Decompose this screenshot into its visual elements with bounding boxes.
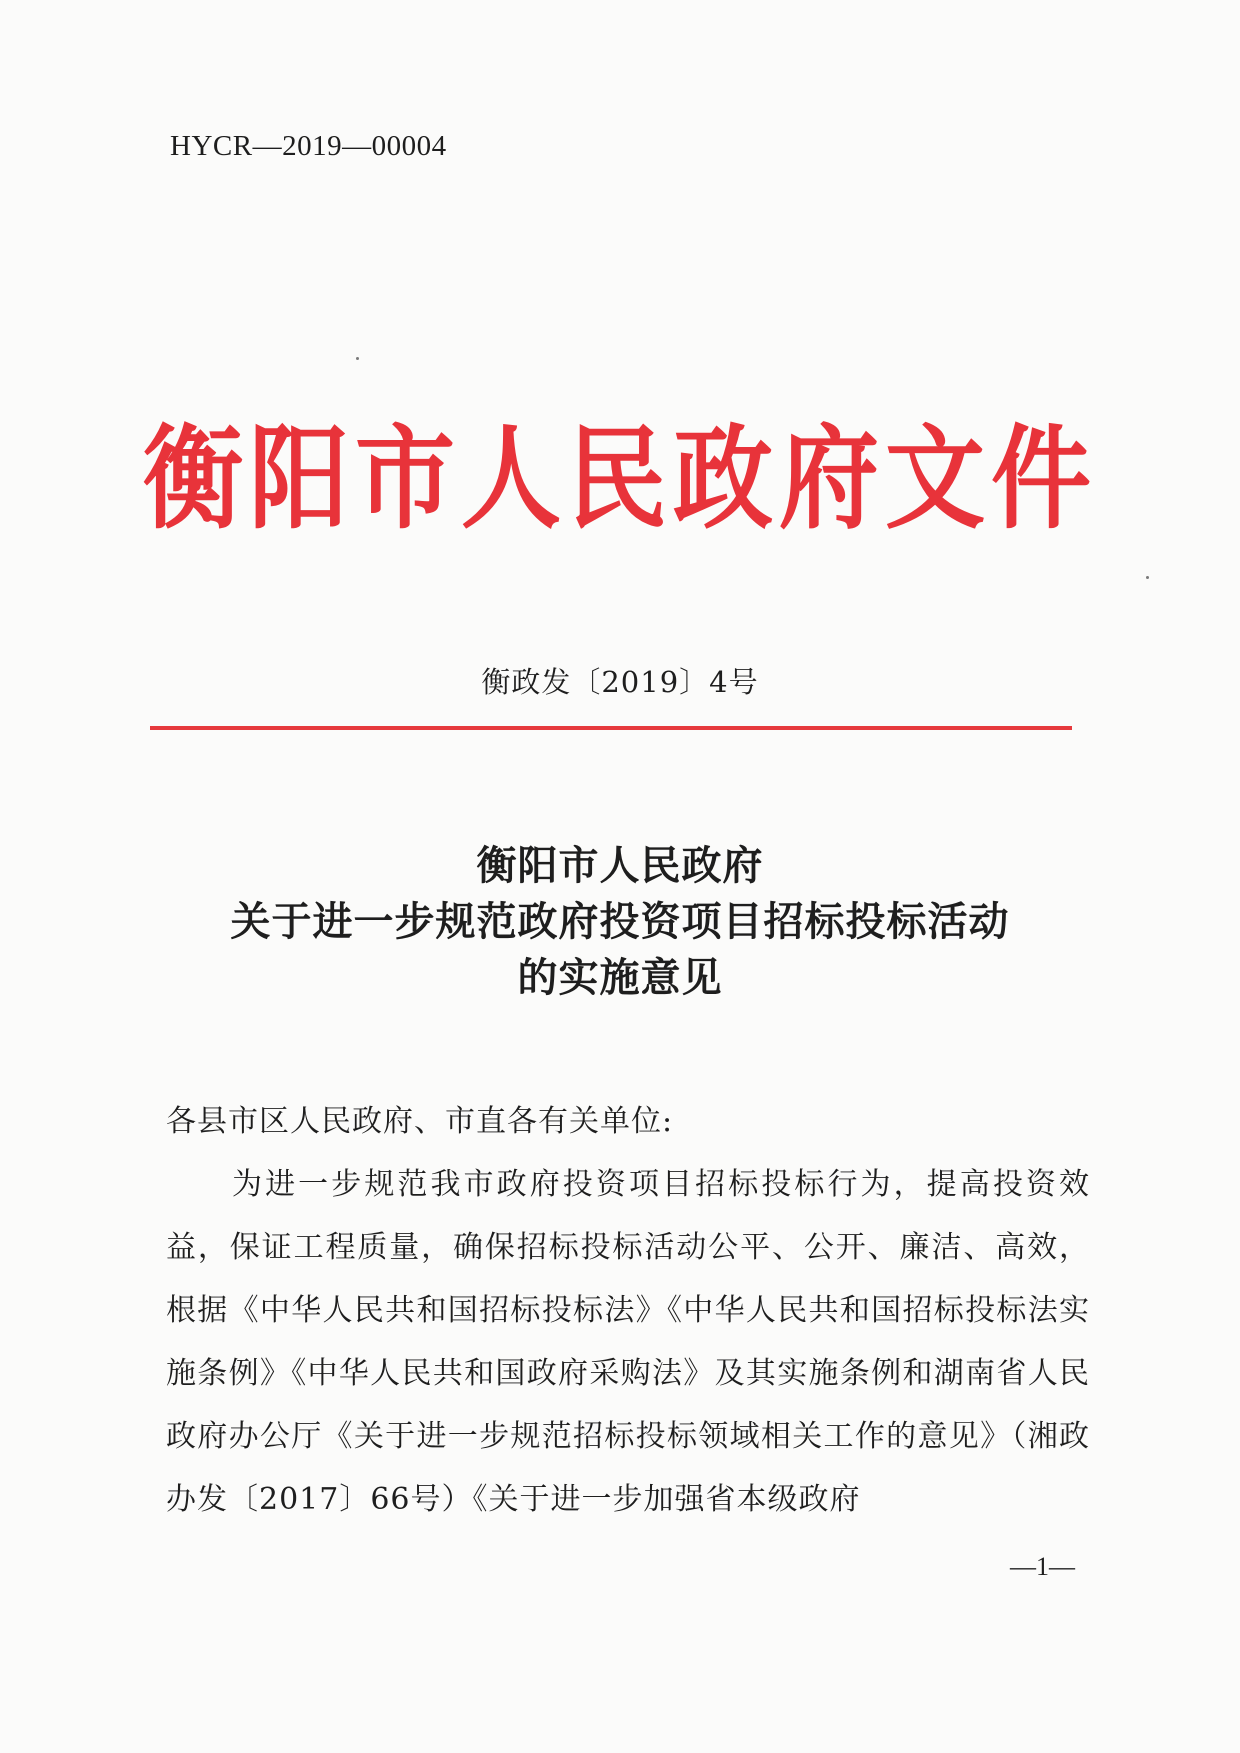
- document-body: [166, 1090, 1090, 1531]
- title-line-2: 关于进一步规范政府投资项目招标投标活动: [230, 899, 1010, 945]
- scan-speck: [356, 357, 359, 360]
- document-number: 衡政发〔2019〕4号: [481, 665, 759, 699]
- document-code: HYCR—2019—00004: [170, 130, 447, 162]
- page-number: —1—: [1010, 1552, 1075, 1581]
- red-divider-line: [150, 726, 1072, 730]
- document-title: [0, 838, 1240, 1006]
- scan-speck: [1146, 576, 1149, 579]
- title-line-1: 衡阳市人民政府: [476, 843, 764, 889]
- body-paragraph: 为进一步规范我市政府投资项目招标投标行为，提高投资效益，保证工程质量，确保招标投标活动公平、公开、廉洁、高效，根据《中华人民共和国招标投标法》《中华人民共和国招标投标法实施条例》《中华人民共和国政府采购法》及其实施条例和湖南省人民政府办公厅《关于进一步规范招标投标领域相关工作的意见》（湘政办发〔2017〕66号）《关于进一步加强省本级政府: [166, 1167, 1090, 1517]
- salutation: 各县市区人民政府、市直各有关单位:: [166, 1104, 674, 1139]
- red-header-title: 衡阳市人民政府文件: [143, 413, 1097, 545]
- title-line-3: 的实施意见: [517, 955, 723, 1001]
